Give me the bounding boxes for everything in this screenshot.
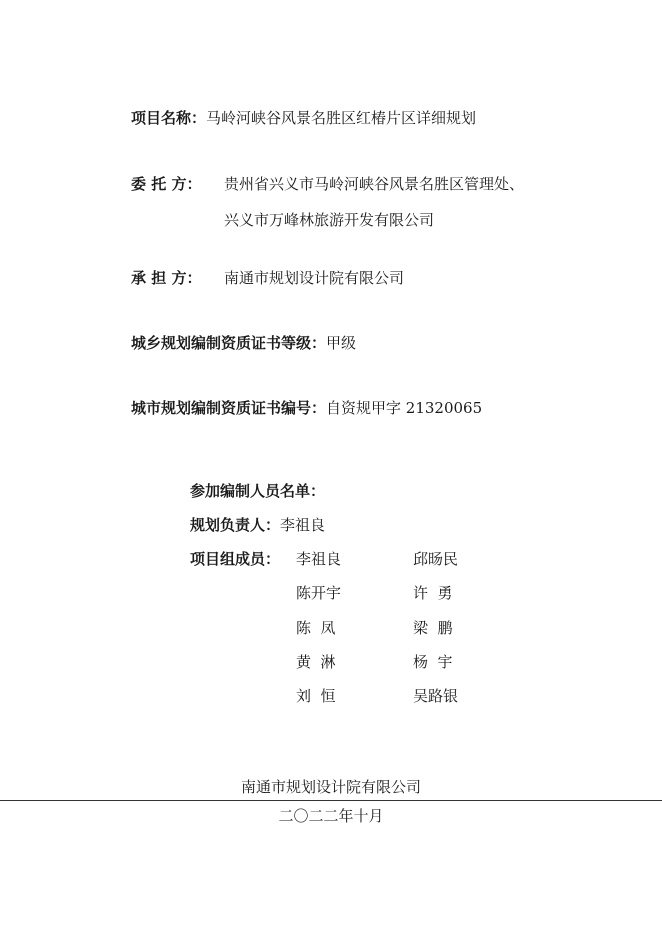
- certificate-number-value: 自资规甲字 21320065: [326, 399, 483, 417]
- member-name: 吴路银: [413, 687, 459, 705]
- project-name-label: 项目名称：: [131, 109, 207, 127]
- members-label: 项目组成员：: [190, 550, 281, 568]
- leader-label: 规划负责人：: [190, 516, 281, 534]
- project-name-row: [131, 108, 476, 128]
- undertaker-label: 承 担 方：: [131, 269, 202, 287]
- project-name-value: 马岭河峡谷风景名胜区红椿片区详细规划: [206, 109, 477, 127]
- client-value-line2: 兴义市万峰林旅游开发有限公司: [224, 211, 435, 229]
- certificate-number-row: [131, 398, 482, 418]
- leader-row: [190, 515, 325, 535]
- client-value-line1: 贵州省兴义市马岭河峡谷风景名胜区管理处、: [224, 175, 525, 193]
- member-name: 梁 鹏: [413, 619, 453, 637]
- member-name: 陈 凤: [296, 619, 336, 637]
- client-label: 委 托 方：: [131, 175, 202, 193]
- leader-name: 李祖良: [280, 516, 326, 534]
- certificate-number-label: 城市规划编制资质证书编号：: [131, 399, 327, 417]
- member-name: 杨 宇: [413, 653, 453, 671]
- footer-date: 二〇二二年十月: [278, 807, 384, 825]
- member-name: 许 勇: [413, 584, 453, 602]
- member-name: 刘 恒: [296, 687, 336, 705]
- undertaker-row: [131, 268, 201, 288]
- qualification-level-row: [131, 333, 356, 353]
- qualification-level-label: 城乡规划编制资质证书等级：: [131, 334, 327, 352]
- member-name: 陈开宇: [296, 584, 342, 602]
- footer-company: 南通市规划设计院有限公司: [240, 778, 421, 796]
- personnel-heading: 参加编制人员名单：: [190, 482, 326, 500]
- qualification-level-value: 甲级: [326, 334, 357, 352]
- footer-divider: [0, 800, 662, 801]
- member-name: 李祖良: [296, 550, 342, 568]
- member-name: 黄 淋: [296, 653, 336, 671]
- member-name: 邱旸民: [413, 550, 459, 568]
- undertaker-value: 南通市规划设计院有限公司: [224, 269, 405, 287]
- client-row: [131, 174, 201, 194]
